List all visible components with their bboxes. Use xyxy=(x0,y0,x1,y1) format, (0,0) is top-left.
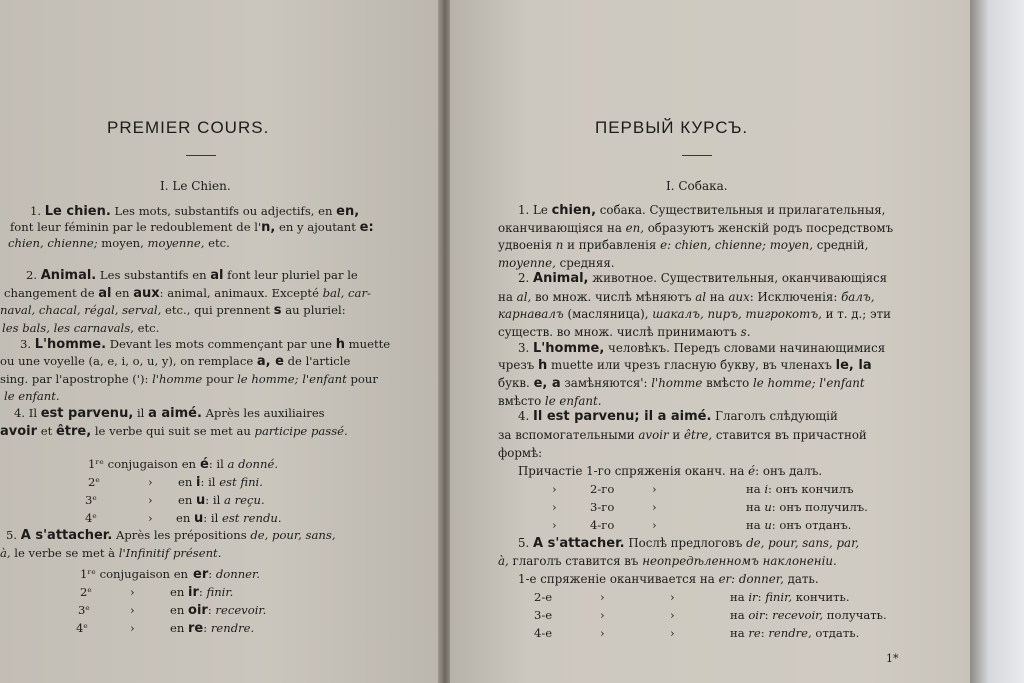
left-conj1-row-2-ending: en i: il est fini. xyxy=(178,475,263,490)
left-conj2-row-3: 3ᵉ xyxy=(78,603,90,617)
right-conj1-row-4-label: 4-го xyxy=(590,518,615,532)
left-conj2-row-1-ending: er: donner. xyxy=(193,567,260,582)
right-text-line: на al, во множ. числѣ мѣняютъ al на aux: Исключенія: балъ, xyxy=(498,290,875,304)
right-text-line: формѣ: xyxy=(498,446,543,460)
right-conj1-row-2-mark: › xyxy=(552,482,557,496)
left-conj1-row-1: 1ʳᵉ conjugaison en xyxy=(88,457,197,471)
right-text-line: 4. Il est parvenu; il a aimé. Глаголъ слѣдующій xyxy=(518,409,838,424)
right-title-rule xyxy=(682,155,712,156)
right-text-line: букв. e, a замѣняются': l'homme вмѣсто le homme; l'enfant xyxy=(498,376,865,391)
right-conj1-row-3-ending: на u: онъ получилъ. xyxy=(746,500,868,514)
left-conj1-row-4: 4ᵉ xyxy=(85,511,97,525)
right-conj2-row-2-label: 2-е xyxy=(534,590,553,604)
left-conj2-row-2-mark: › xyxy=(130,585,135,599)
right-text-line: moyenne, средняя. xyxy=(498,256,615,270)
right-conj1-row-4-ending: на u: онъ отданъ. xyxy=(746,518,852,532)
left-conj1-row-4-mark: › xyxy=(148,511,153,525)
left-conj2-row-2-ending: en ir: finir. xyxy=(170,585,234,600)
left-title-rule xyxy=(186,155,216,156)
right-conj1-row-2-ending: на i: онъ кончилъ xyxy=(746,482,854,496)
left-text-line: 3. L'homme. Devant les mots commençant par une h muette xyxy=(20,337,391,352)
right-page xyxy=(450,0,970,683)
right-conj2-row-3-label: 3-е xyxy=(534,608,553,622)
right-conj2-row-4-label: 4-е xyxy=(534,626,553,640)
right-text-line: 1. Le chien, собака. Существительныя и прилагательныя, xyxy=(518,203,886,218)
right-conj2-row-4-ending: на re: rendre, отдать. xyxy=(730,626,860,640)
right-conj1-row-3-label: 3-го xyxy=(590,500,615,514)
right-conj1-row-2-mark2: › xyxy=(652,482,657,496)
left-conj1-row-3-ending: en u: il a reçu. xyxy=(178,493,265,508)
left-text-line: ou une voyelle (a, e, i, o, u, y), on remplace a, e de l'article xyxy=(0,354,351,369)
right-conj1-row-3-mark: › xyxy=(552,500,557,514)
left-text-line: font leur féminin par le redoublement de l'n, en y ajoutant e: xyxy=(10,220,374,235)
right-conj2-row-2-mark2: › xyxy=(670,590,675,604)
left-text-line: 1. Le chien. Les mots, substantifs ou adjectifs, en en, xyxy=(30,204,360,219)
left-text-line: les bals, les carnavals, etc. xyxy=(2,321,160,335)
left-page xyxy=(0,0,440,683)
right-conj1-row-4-mark: › xyxy=(552,518,557,532)
left-conj2-row-4: 4ᵉ xyxy=(76,621,88,635)
left-conj2-row-1: 1ʳᵉ conjugaison en xyxy=(80,567,189,581)
right-conj1-row-2-label: 2-го xyxy=(590,482,615,496)
right-conj1-row-3-mark2: › xyxy=(652,500,657,514)
left-text-line: le enfant. xyxy=(4,389,60,403)
right-text-line: удвоенія n и прибавленія e: chien, chienne; moyen, средній, xyxy=(498,238,869,252)
left-text-line: sing. par l'apostrophe ('): l'homme pour le homme; l'enfant pour xyxy=(0,372,378,386)
left-conj1-row-1-ending: é: il a donné. xyxy=(200,457,279,472)
left-conj2-row-2: 2ᵉ xyxy=(80,585,92,599)
left-text-line: à, le verbe se met à l'Infinitif présent. xyxy=(0,546,222,560)
right-text-line: оканчивающіяся на en, образуютъ женскій родъ посредствомъ xyxy=(498,221,894,235)
right-text-line: 3. L'homme, человѣкъ. Передъ словами начинающимися xyxy=(518,341,886,356)
right-conj2-row-3-ending: на oir: recevoir, получать. xyxy=(730,608,887,622)
right-course-title: ПЕРВЫЙ КУРСЪ. xyxy=(595,118,749,137)
left-text-line: changement de al en aux: animal, animaux. Excepté bal, car- xyxy=(4,286,371,301)
left-conj1-row-3: 3ᵉ xyxy=(85,493,97,507)
right-conj2-row-2-ending: на ir: finir, кончить. xyxy=(730,590,850,604)
right-text-line: 5. A s'attacher. Послѣ предлоговъ de, pour, sans, par, xyxy=(518,536,860,551)
right-text-line: à, глаголъ ставится въ неопредѣленномъ наклоненіи. xyxy=(498,554,837,568)
left-text-line: avoir et être, le verbe qui suit se met au participe passé. xyxy=(0,424,348,439)
left-conj1-row-3-mark: › xyxy=(148,493,153,507)
desk-background xyxy=(970,0,1024,683)
left-text-line: naval, chacal, régal, serval, etc., qui prennent s au pluriel: xyxy=(0,303,346,318)
right-conj2-row-3-mark: › xyxy=(600,608,605,622)
right-conj2-row-4-mark2: › xyxy=(670,626,675,640)
left-section-heading: I. Le Chien. xyxy=(160,179,231,193)
right-text-line: 1-е спряженіе оканчивается на er: donner, дать. xyxy=(518,572,819,586)
right-text-line: карнавалъ (масляница), шакалъ, пиръ, тигрокотъ, и т. д.; эти xyxy=(498,307,892,321)
right-conj2-row-2-mark: › xyxy=(600,590,605,604)
left-conj2-row-4-ending: en re: rendre. xyxy=(170,621,255,636)
right-text-line: Причастіе 1-го спряженія оканч. на é: онъ далъ. xyxy=(518,464,823,478)
right-text-line: чрезъ h muette или чрезъ гласную букву, въ членахъ le, la xyxy=(498,358,872,373)
left-conj1-row-4-ending: en u: il est rendu. xyxy=(176,511,282,526)
right-text-line: за вспомогательными avoir и être, ставится въ причастной xyxy=(498,428,867,442)
right-conj1-row-4-mark2: › xyxy=(652,518,657,532)
right-conj2-row-3-mark2: › xyxy=(670,608,675,622)
right-text-line: вмѣсто le enfant. xyxy=(498,394,602,408)
right-text-line: существ. во множ. числѣ принимаютъ s. xyxy=(498,325,751,339)
right-conj2-row-4-mark: › xyxy=(600,626,605,640)
left-conj2-row-4-mark: › xyxy=(130,621,135,635)
left-text-line: 2. Animal. Les substantifs en al font leur pluriel par le xyxy=(26,268,358,283)
left-text-line: chien, chienne; moyen, moyenne, etc. xyxy=(8,236,230,250)
left-conj1-row-2-mark: › xyxy=(148,475,153,489)
left-text-line: 4. Il est parvenu, il a aimé. Après les auxiliaires xyxy=(14,406,325,421)
left-course-title: PREMIER COURS. xyxy=(107,118,270,137)
right-text-line: 2. Animal, животное. Существительныя, оканчивающіяся xyxy=(518,271,888,286)
left-conj2-row-3-mark: › xyxy=(130,603,135,617)
right-section-heading: I. Собака. xyxy=(666,179,728,193)
left-text-line: 5. A s'attacher. Après les prépositions de, pour, sans, xyxy=(6,528,336,543)
left-conj2-row-3-ending: en oir: recevoir. xyxy=(170,603,267,618)
page-number: 1* xyxy=(886,652,899,665)
left-conj1-row-2: 2ᵉ xyxy=(88,475,100,489)
